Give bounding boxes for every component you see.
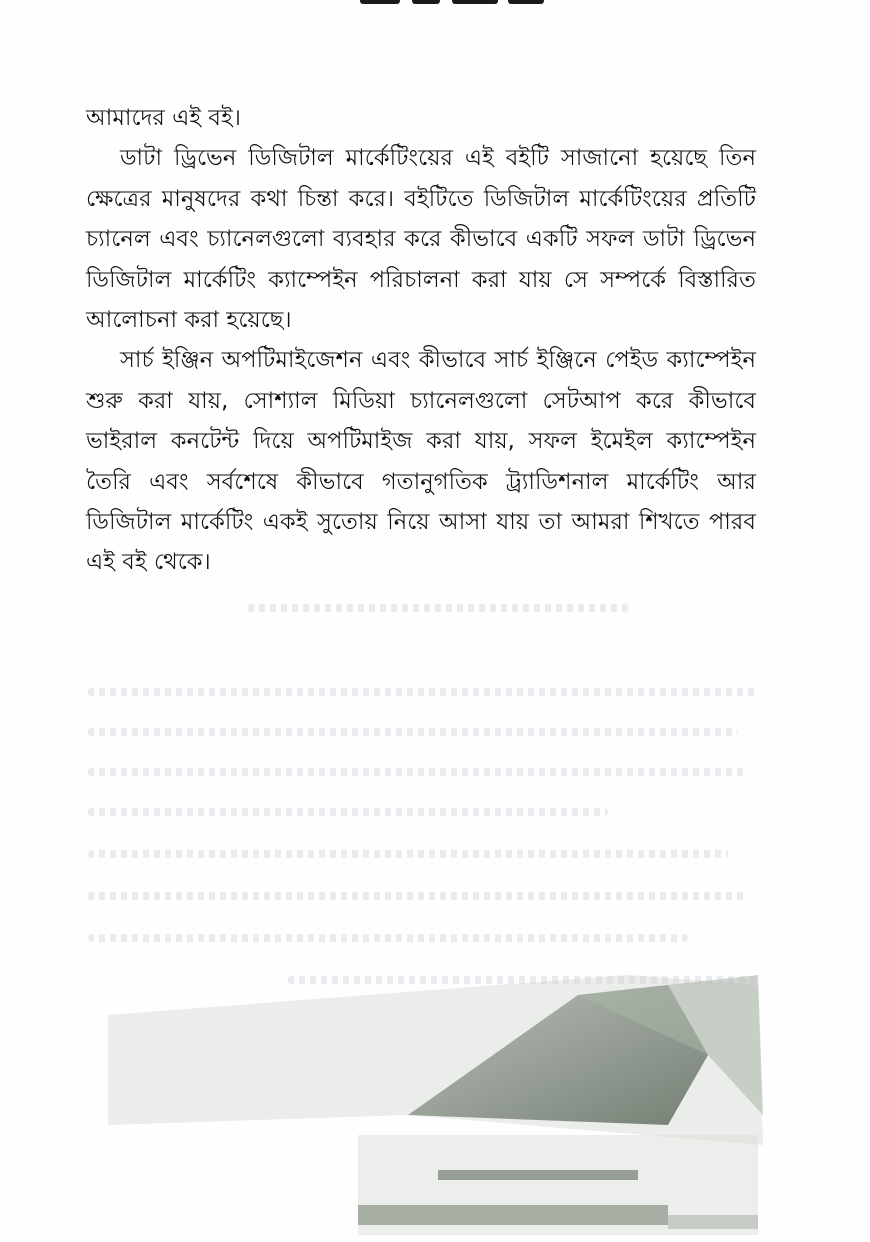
paragraph-1: আমাদের এই বই। [86, 105, 241, 131]
body-text [86, 98, 756, 583]
top-cropped-header-fragment [360, 0, 550, 8]
paragraph-3: সার্চ ইঞ্জিন অপটিমাইজেশন এবং কীভাবে সার্চ ইঞ্জিনে পেইড ক্যাম্পেইন শুরু করা যায়, সোশ্যাল মিডিয়া চ্যানেলগুলো সেটআপ করে কীভাবে ভাইরাল কনটেন্ট দিয়ে অপটিমাইজ করা যায়, সফল ইমেইল ক্যাম্পেইন তৈরি এবং সর্বশেষে কীভাবে গতানুগতিক ট্র্যাডিশনাল মার্কেটিং আর ডিজিটাল মার্কেটিং একই সুতোয় নিয়ে আসা যায় তা আমরা শিখতে পারব এই বই থেকে। [86, 347, 756, 576]
paragraph-2: ডাটা ড্রিভেন ডিজিটাল মার্কেটিংয়ের এই বইটি সাজানো হয়েছে তিন ক্ষেত্রের মানুষদের কথা চিন্তা করে। বইটিতে ডিজিটাল মার্কেটিংয়ের প্রতিটি চ্যানেল এবং চ্যানেলগুলো ব্যবহার করে কীভাবে একটি সফল ডাটা ড্রিভেন ডিজিটাল মার্কেটিং ক্যাম্পেইন পরিচালনা করা যায় সে সম্পর্কে বিস্তারিত আলোচনা করা হয়েছে। [86, 145, 756, 334]
page-stain-watermark [108, 965, 768, 1242]
show-through-text-from-reverse-page [88, 600, 778, 1242]
